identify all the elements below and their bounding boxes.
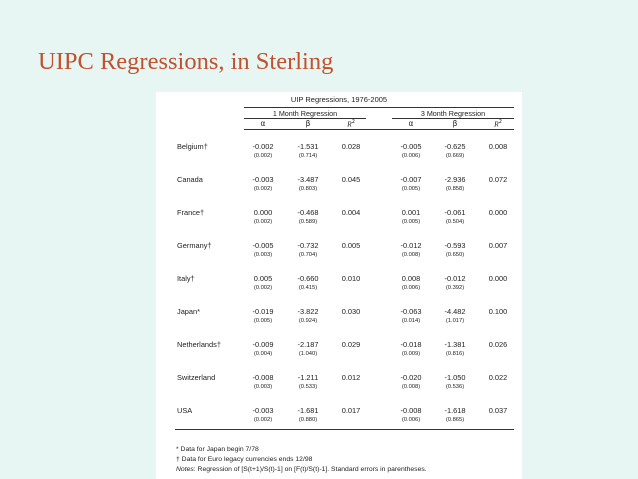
- std-error-beta-3m: (0.865): [445, 417, 465, 423]
- value-r2-1m: 0.004: [341, 208, 361, 217]
- value-beta-3m: -4.482: [444, 307, 466, 316]
- std-error-alpha-3m: (0.005): [401, 219, 421, 225]
- col-header-beta-3m: β: [452, 119, 458, 128]
- std-error-alpha-1m: (0.003): [253, 384, 273, 390]
- value-beta-1m: -0.468: [297, 208, 319, 217]
- col-header-alpha-1m: α: [260, 119, 266, 128]
- std-error-alpha-1m: (0.005): [253, 318, 273, 324]
- std-error-beta-3m: (0.669): [445, 153, 465, 159]
- value-r2-1m: 0.029: [341, 340, 361, 349]
- value-alpha-1m: -0.003: [252, 175, 274, 184]
- value-beta-3m: -0.061: [444, 208, 466, 217]
- std-error-beta-3m: (0.504): [445, 219, 465, 225]
- value-r2-3m: 0.022: [488, 373, 508, 382]
- note-japan: * Data for Japan begin 7/78: [176, 446, 259, 453]
- std-error-beta-1m: (0.924): [298, 318, 318, 324]
- std-error-alpha-3m: (0.008): [401, 252, 421, 258]
- value-beta-1m: -1.531: [297, 142, 319, 151]
- value-alpha-3m: -0.005: [400, 142, 422, 151]
- value-beta-3m: -2.936: [444, 175, 466, 184]
- value-beta-3m: -1.381: [444, 340, 466, 349]
- group-header-3month: 3 Month Regression: [420, 109, 486, 118]
- value-beta-1m: -3.487: [297, 175, 319, 184]
- value-beta-1m: -0.732: [297, 241, 319, 250]
- value-beta-3m: -1.618: [444, 406, 466, 415]
- std-error-beta-3m: (0.858): [445, 186, 465, 192]
- value-beta-3m: -0.012: [444, 274, 466, 283]
- value-alpha-1m: 0.005: [253, 274, 273, 283]
- std-error-alpha-1m: (0.002): [253, 417, 273, 423]
- value-r2-3m: 0.026: [488, 340, 508, 349]
- std-error-beta-3m: (0.650): [445, 252, 465, 258]
- std-error-alpha-3m: (0.014): [401, 318, 421, 324]
- regression-table-image: [156, 92, 522, 479]
- std-error-beta-1m: (0.880): [298, 417, 318, 423]
- std-error-alpha-1m: (0.004): [253, 351, 273, 357]
- std-error-alpha-1m: (0.002): [253, 285, 273, 291]
- value-alpha-1m: -0.003: [252, 406, 274, 415]
- std-error-alpha-1m: (0.002): [253, 219, 273, 225]
- value-alpha-1m: -0.002: [252, 142, 274, 151]
- country-label: Belgium†: [177, 142, 208, 151]
- country-label: Japan*: [177, 307, 201, 316]
- country-label: Germany†: [177, 241, 212, 250]
- value-beta-3m: -1.050: [444, 373, 466, 382]
- value-alpha-1m: -0.005: [252, 241, 274, 250]
- value-alpha-3m: -0.063: [400, 307, 422, 316]
- value-alpha-3m: -0.007: [400, 175, 422, 184]
- slide-title: UIPC Regressions, in Sterling: [38, 48, 334, 75]
- value-r2-1m: 0.028: [341, 142, 361, 151]
- value-alpha-3m: -0.012: [400, 241, 422, 250]
- group-header-1month: 1 Month Regression: [272, 109, 338, 118]
- value-alpha-1m: -0.009: [252, 340, 274, 349]
- value-r2-1m: 0.045: [341, 175, 361, 184]
- value-alpha-3m: 0.001: [401, 208, 421, 217]
- value-r2-3m: 0.000: [488, 208, 508, 217]
- value-r2-1m: 0.030: [341, 307, 361, 316]
- value-alpha-1m: -0.019: [252, 307, 274, 316]
- country-label: Switzerland: [177, 373, 216, 382]
- std-error-beta-3m: (0.536): [445, 384, 465, 390]
- std-error-alpha-3m: (0.005): [401, 186, 421, 192]
- country-label: Italy†: [177, 274, 195, 283]
- col-header-r2-3m: $R^2$: [494, 119, 502, 129]
- value-r2-3m: 0.007: [488, 241, 508, 250]
- std-error-beta-1m: (0.533): [298, 384, 318, 390]
- note-euro: † Data for Euro legacy currencies ends 12/98: [176, 456, 313, 463]
- value-alpha-1m: 0.000: [253, 208, 273, 217]
- std-error-beta-1m: (0.415): [298, 285, 318, 291]
- bottom-rule: [175, 429, 514, 430]
- header-rule: [244, 129, 514, 130]
- table-title: UIP Regressions, 1976-2005: [290, 95, 388, 104]
- value-r2-3m: 0.072: [488, 175, 508, 184]
- value-beta-3m: -0.593: [444, 241, 466, 250]
- value-r2-3m: 0.008: [488, 142, 508, 151]
- std-error-beta-1m: (0.589): [298, 219, 318, 225]
- value-beta-1m: -1.211: [297, 373, 319, 382]
- value-r2-3m: 0.037: [488, 406, 508, 415]
- value-alpha-1m: -0.008: [252, 373, 274, 382]
- std-error-beta-3m: (1.017): [445, 318, 465, 324]
- std-error-alpha-3m: (0.008): [401, 384, 421, 390]
- value-alpha-3m: 0.008: [401, 274, 421, 283]
- std-error-beta-1m: (1.040): [298, 351, 318, 357]
- value-beta-1m: -3.822: [297, 307, 319, 316]
- std-error-beta-1m: (0.714): [298, 153, 318, 159]
- col-header-alpha-3m: α: [408, 119, 414, 128]
- std-error-alpha-3m: (0.009): [401, 351, 421, 357]
- std-error-alpha-1m: (0.002): [253, 186, 273, 192]
- value-beta-1m: -2.187: [297, 340, 319, 349]
- std-error-beta-3m: (0.392): [445, 285, 465, 291]
- note-regression: Notes: Regression of [S(t+1)/S(t)-1] on [F(t)/S(t)-1]. Standard errors in parentheses.: [176, 466, 427, 473]
- value-alpha-3m: -0.008: [400, 406, 422, 415]
- country-label: Netherlands†: [177, 340, 221, 349]
- value-alpha-3m: -0.020: [400, 373, 422, 382]
- std-error-beta-1m: (0.704): [298, 252, 318, 258]
- value-r2-1m: 0.010: [341, 274, 361, 283]
- std-error-alpha-1m: (0.003): [253, 252, 273, 258]
- value-r2-1m: 0.017: [341, 406, 361, 415]
- top-rule: [244, 107, 514, 108]
- col-header-beta-1m: β: [305, 119, 311, 128]
- std-error-alpha-3m: (0.006): [401, 417, 421, 423]
- std-error-beta-3m: (0.816): [445, 351, 465, 357]
- country-label: Canada: [177, 175, 203, 184]
- std-error-alpha-1m: (0.002): [253, 153, 273, 159]
- country-label: France†: [177, 208, 205, 217]
- value-r2-3m: 0.000: [488, 274, 508, 283]
- value-beta-3m: -0.625: [444, 142, 466, 151]
- country-label: USA: [177, 406, 193, 415]
- col-header-r2-1m: $R^2$: [347, 119, 355, 129]
- std-error-alpha-3m: (0.006): [401, 285, 421, 291]
- value-r2-3m: 0.100: [488, 307, 508, 316]
- value-alpha-3m: -0.018: [400, 340, 422, 349]
- value-r2-1m: 0.012: [341, 373, 361, 382]
- std-error-alpha-3m: (0.006): [401, 153, 421, 159]
- value-beta-1m: -0.660: [297, 274, 319, 283]
- value-r2-1m: 0.005: [341, 241, 361, 250]
- std-error-beta-1m: (0.803): [298, 186, 318, 192]
- value-beta-1m: -1.681: [297, 406, 319, 415]
